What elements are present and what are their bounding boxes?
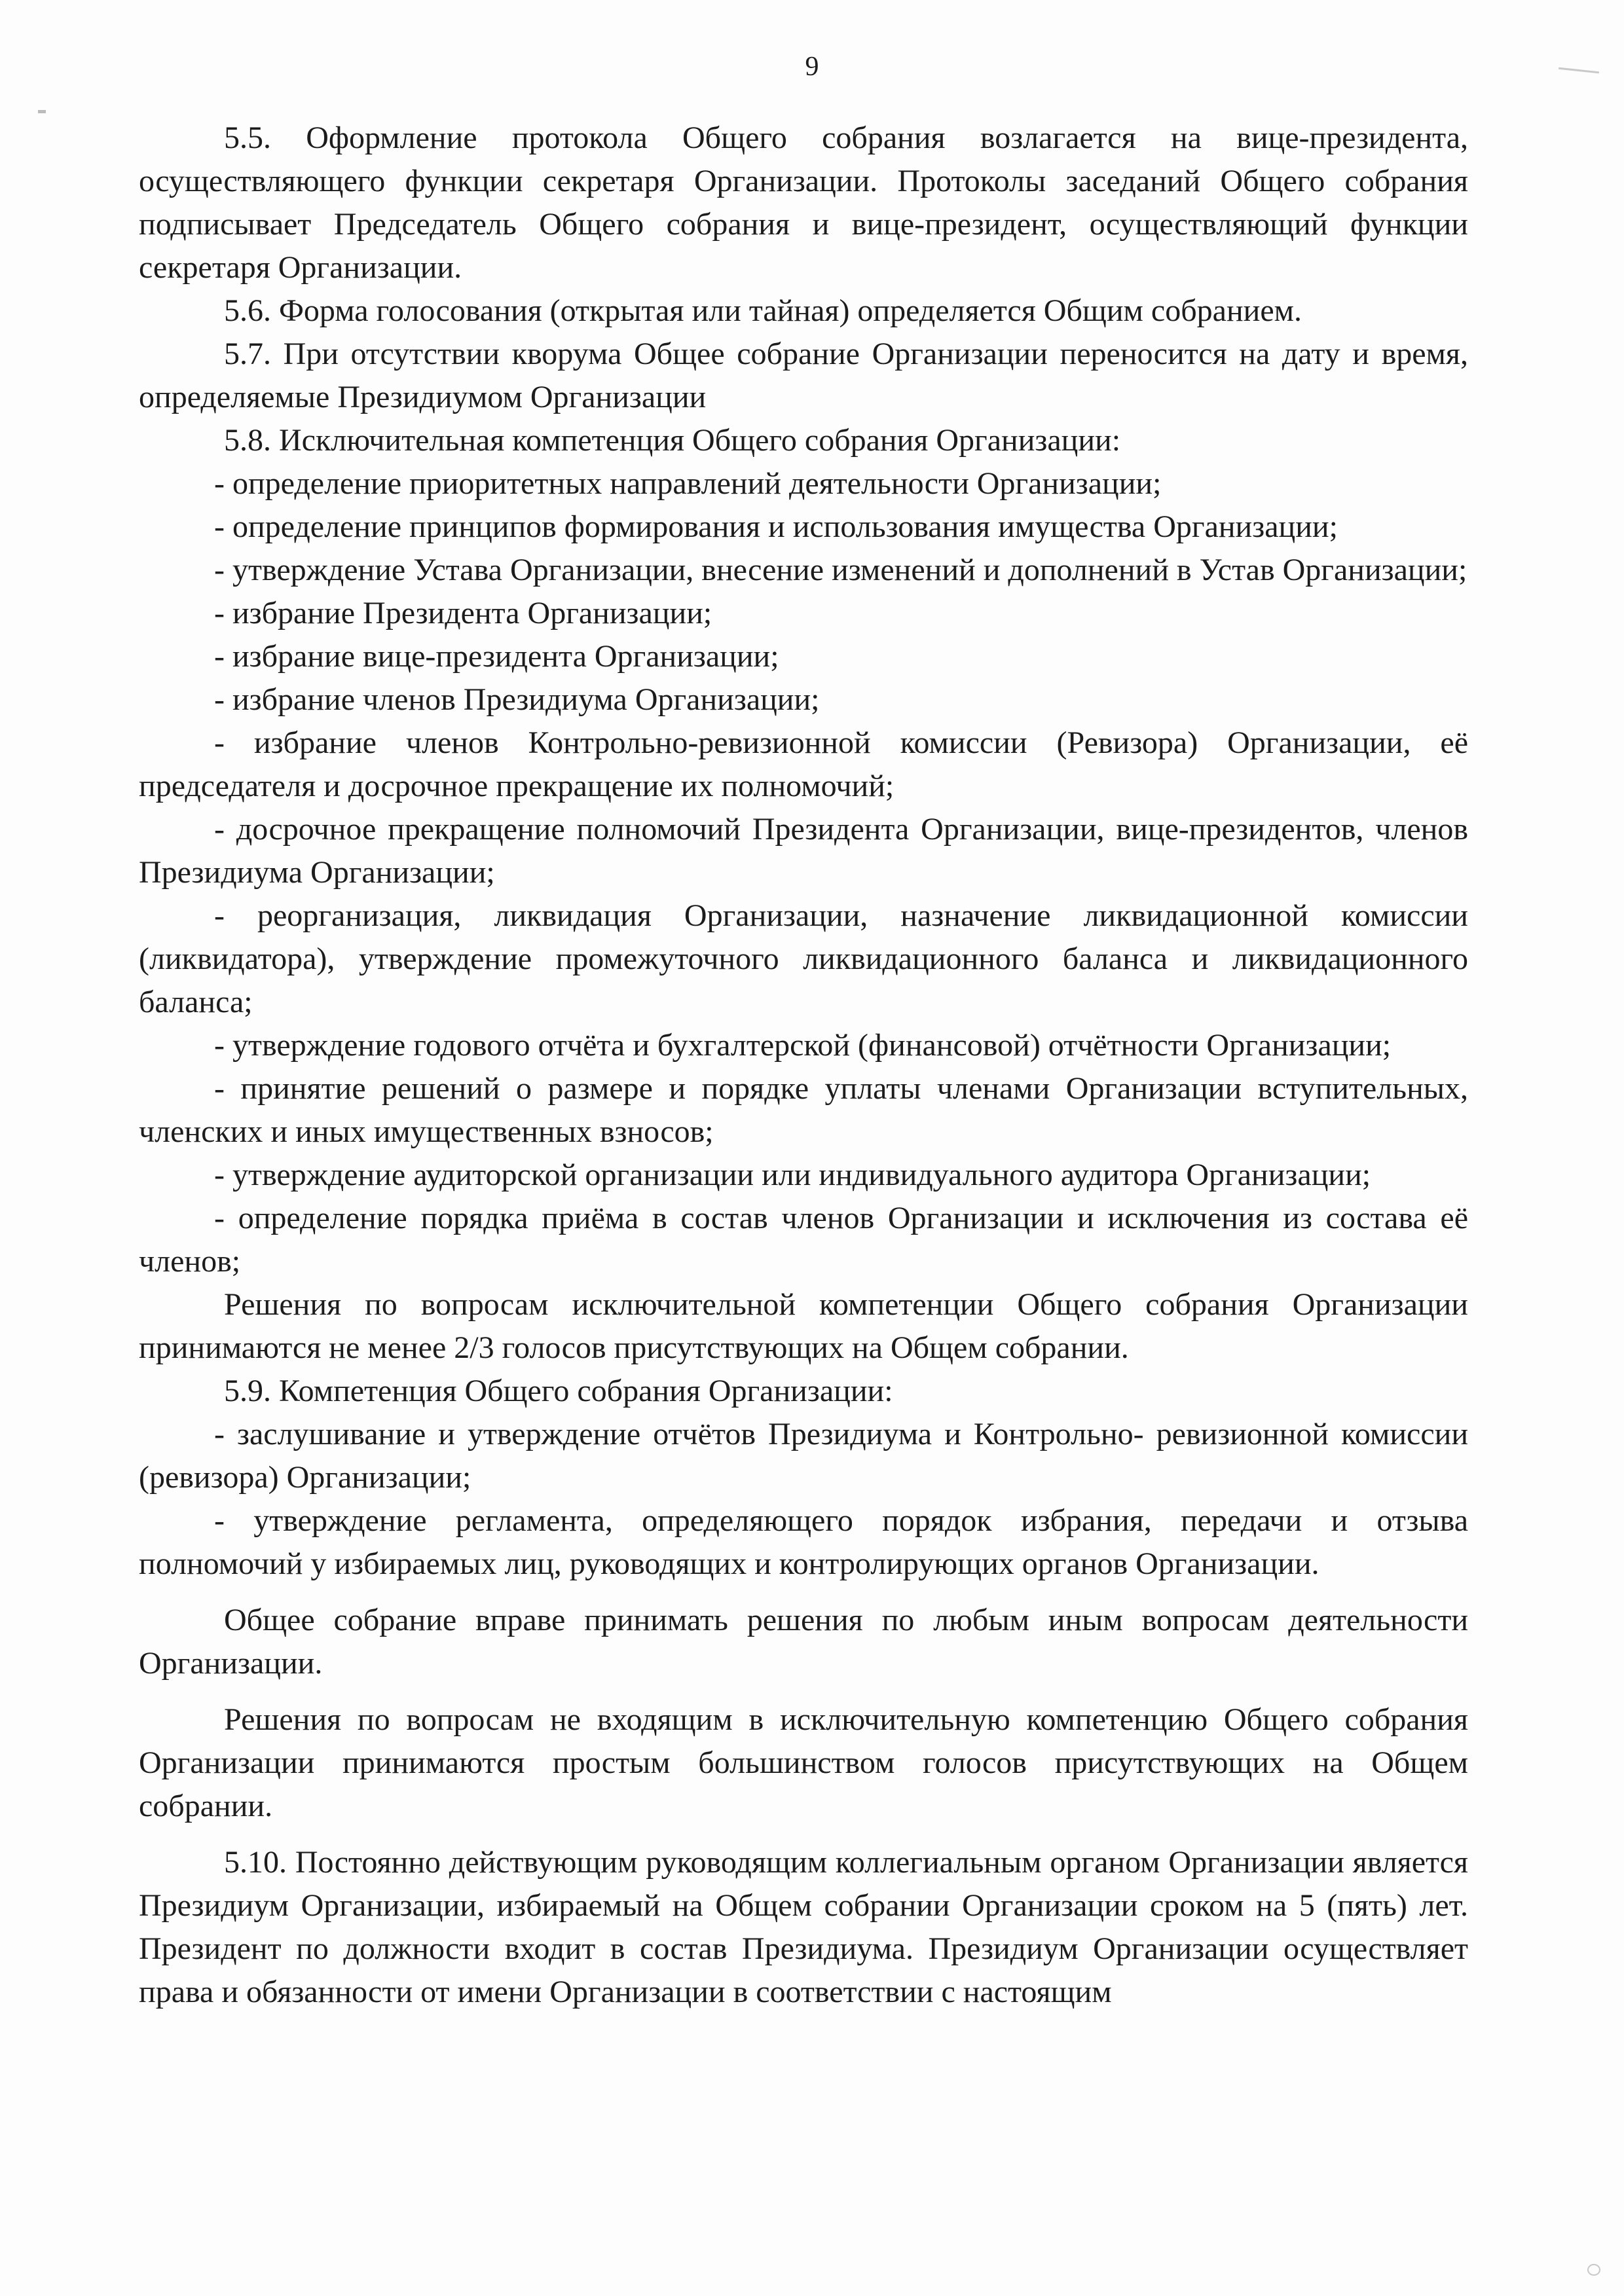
list-item: - определение порядка приёма в состав членов Организации и исключения из состава её членов; [139,1201,1468,1279]
list-item: - определение приоритетных направлений деятельности Организации; [214,466,1162,501]
list-item: - утверждение аудиторской организации или индивидуального аудитора Организации; [214,1157,1371,1192]
list-item: - избрание членов Контрольно-ревизионной комиссии (Ревизора) Организации, её председателя и досрочное прекращение их полномочий; [139,725,1468,803]
list-item: - принятие решений о размере и порядке уплаты членами Организации вступительных, членских и иных имущественных взносов; [139,1071,1468,1149]
list-item: - утверждение годового отчёта и бухгалтерской (финансовой) отчётности Организации; [214,1028,1392,1063]
list-item: - утверждение регламента, определяющего порядок избрания, передачи и отзыва полномочий у избираемых лиц, руководящих и контролирующих органов Организации. [139,1503,1468,1581]
scan-mark [38,110,46,113]
paragraph-5-7: 5.7. При отсутствии кворума Общее собрание Организации переносится на дату и время, определяемые Президиумом Организации [139,337,1468,414]
list-item: - определение принципов формирования и использования имущества Организации; [214,509,1338,544]
list-item: - избрание Президента Организации; [214,596,712,630]
paragraph-5-5: 5.5. Оформление протокола Общего собрания возлагается на вице-президента, осуществляющего функции секретаря Организации. Протоколы заседаний Общего собрания подписывает Председатель Общего собрания и вице-президент, осуществляющий функции секретаря Организации. [139,120,1468,285]
list-item: - избрание членов Президиума Организации; [214,682,820,717]
scan-mark [1587,2264,1600,2276]
paragraph-5-8: 5.8. Исключительная компетенция Общего собрания Организации: [224,423,1121,458]
paragraph-5-9: 5.9. Компетенция Общего собрания Организации: [224,1374,893,1408]
paragraph-5-6: 5.6. Форма голосования (открытая или тайная) определяется Общим собранием. [224,293,1302,328]
page-number: 9 [805,52,819,82]
list-item: - избрание вице-президента Организации; [214,639,779,674]
paragraph-5-10: 5.10. Постоянно действующим руководящим коллегиальным органом Организации является Президиум Организации, избираемый на Общем собрании Организации сроком на 5 (пять) лет. Президент по должности входит в состав Президиума. Президиум Организации осуществляет права и обязанности от имени Организации в соответствии с настоящим [139,1845,1468,2009]
paragraph-general-meeting: Общее собрание вправе принимать решения по любым иным вопросам деятельности Организации. [139,1603,1468,1681]
paragraph-simple-majority: Решения по вопросам не входящим в исключительную компетенцию Общего собрания Организации принимаются простым большинством голосов присутствующих на Общем собрании. [139,1702,1468,1823]
paragraph-decisions: Решения по вопросам исключительной компетенции Общего собрания Организации принимаются не менее 2/3 голосов присутствующих на Общем собрании. [139,1287,1468,1365]
list-item: - утверждение Устава Организации, внесение изменений и дополнений в Устав Организации; [214,553,1467,587]
list-item: - заслушивание и утверждение отчётов Президиума и Контрольно- ревизионной комиссии (ревизора) Организации; [139,1417,1468,1495]
document-body [139,117,1468,2014]
list-item: - реорганизация, ликвидация Организации, назначение ликвидационной комиссии (ликвидатора), утверждение промежуточного ликвидационного баланса и ликвидационного баланса; [139,898,1468,1019]
list-item: - досрочное прекращение полномочий Президента Организации, вице-президентов, членов Президиума Организации; [139,812,1468,890]
